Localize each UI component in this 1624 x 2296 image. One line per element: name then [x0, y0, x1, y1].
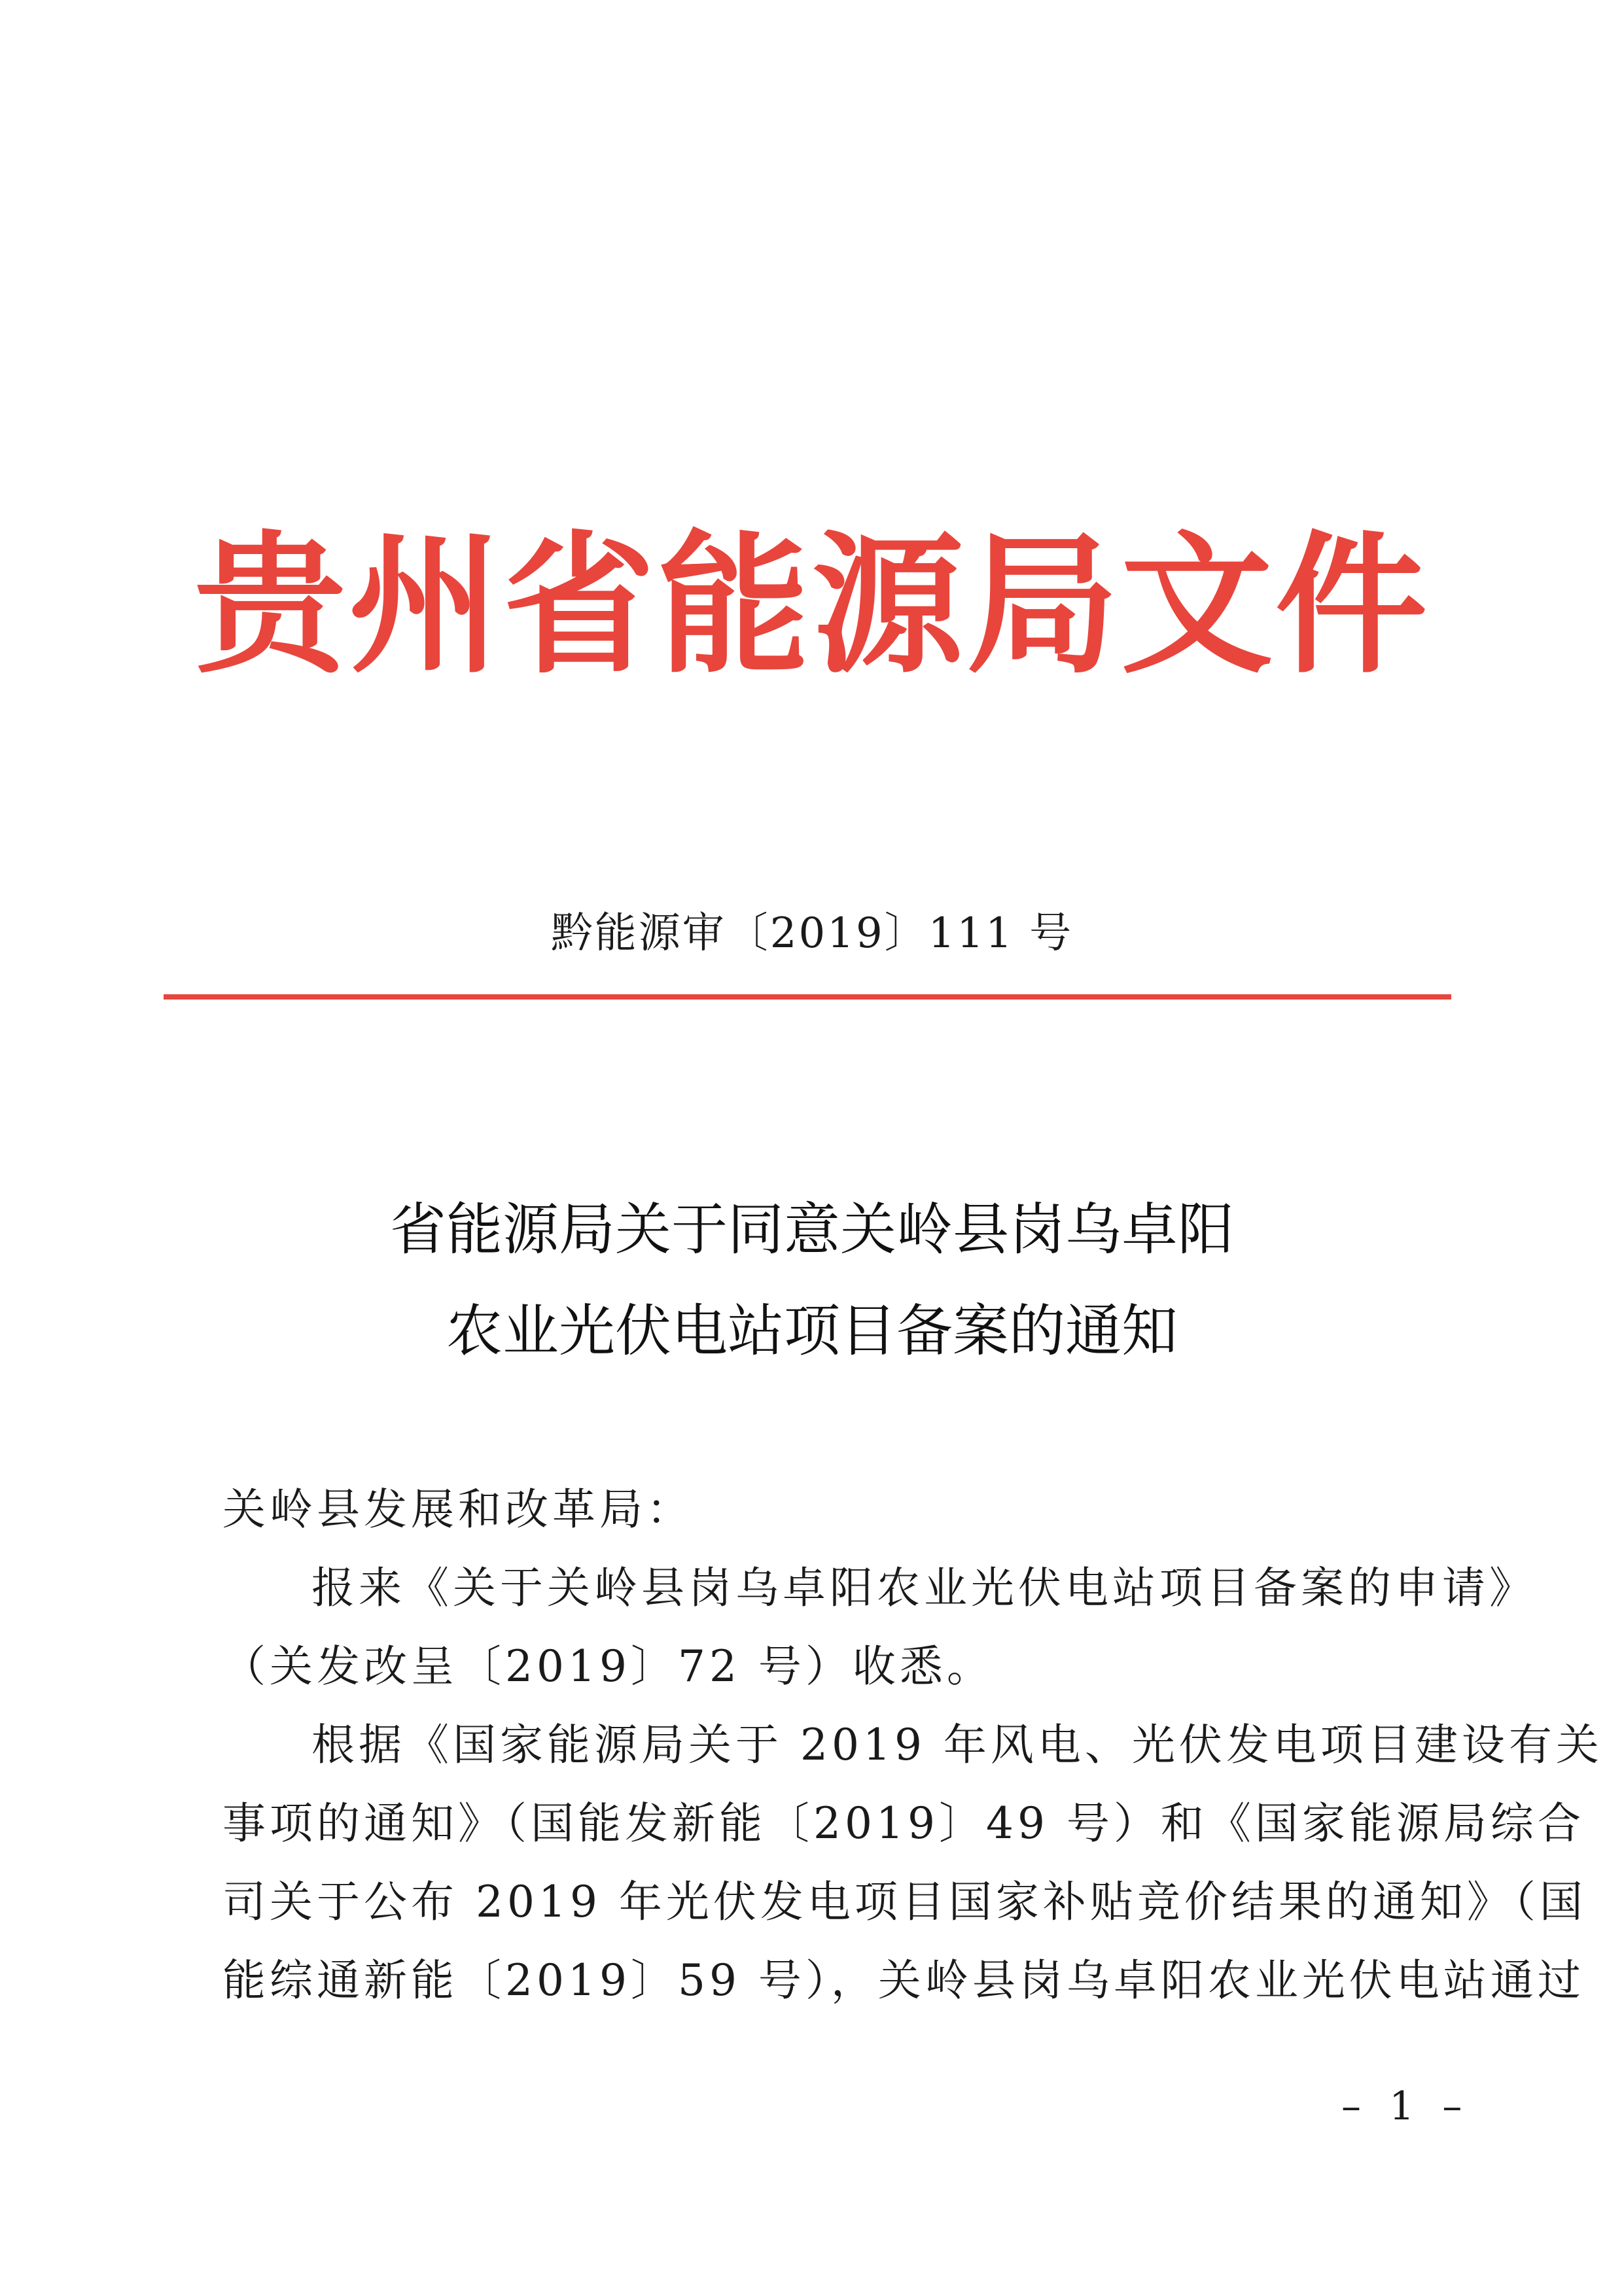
page-number: – 1 –	[1341, 2083, 1470, 2129]
body-line: （关发改呈〔2019〕72 号）收悉。	[222, 1641, 994, 1692]
body-line: 司关于公布 2019 年光伏发电项目国家补贴竞价结果的通知》（国	[222, 1877, 1587, 1927]
body-line: 能综通新能〔2019〕59 号），关岭县岗乌卓阳农业光伏电站通过	[222, 1955, 1585, 2006]
red-divider-line	[164, 994, 1451, 1000]
body-line: 根据《国家能源局关于 2019 年风电、光伏发电项目建设有关	[311, 1720, 1603, 1770]
notice-title-line-2: 农业光伏电站项目备案的通知	[446, 1298, 1178, 1364]
notice-title-line-1: 省能源局关于同意关岭县岗乌卓阳	[390, 1197, 1234, 1262]
body-line: 事项的通知》（国能发新能〔2019〕49 号）和《国家能源局综合	[222, 1798, 1585, 1849]
addressee: 关岭县发展和改革局：	[222, 1484, 694, 1535]
document-number: 黔能源审〔2019〕111 号	[550, 909, 1074, 958]
body-line: 报来《关于关岭县岗乌卓阳农业光伏电站项目备案的申请》	[311, 1563, 1536, 1613]
masthead-title: 贵州省能源局文件	[194, 515, 1430, 694]
